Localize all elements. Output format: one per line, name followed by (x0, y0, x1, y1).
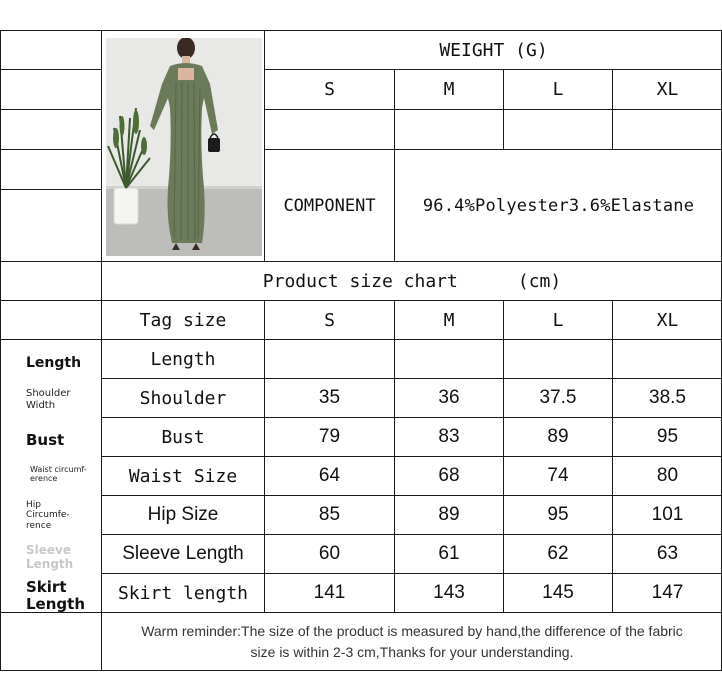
side-label-skirt-line2: Length (26, 595, 85, 614)
row-label-hip: Hip Size (147, 504, 219, 525)
side-label-shoulder-line1: Shoulder (26, 388, 71, 399)
size-header-s: S (324, 309, 335, 331)
warm-reminder-line2: size is within 2-3 cm,Thanks for your understanding. (250, 643, 574, 660)
side-label-bust: Bust (26, 431, 65, 449)
side-label-waist-line2: erence (30, 474, 58, 484)
row-label-bust: Bust (161, 426, 205, 448)
component-label: COMPONENT (283, 195, 376, 216)
cell-sleeve-xl: 63 (656, 543, 679, 564)
cell-shoulder-xl: 38.5 (649, 387, 686, 408)
row-divider (0, 109, 102, 110)
side-label-hip-line1: Hip (26, 500, 41, 510)
weight-size-s: S (324, 79, 335, 100)
cell-waist-l: 74 (547, 465, 569, 486)
product-photo (106, 38, 262, 256)
side-label-length: Length (26, 355, 82, 371)
side-label-sleeve-line1: Sleeve (26, 543, 71, 557)
dress-illustration (106, 38, 262, 256)
component-value: 96.4%Polyester3.6%Elastane (422, 195, 695, 216)
row-label-length: Length (150, 348, 216, 370)
side-label-hip (26, 500, 70, 531)
side-label-sleeve (26, 544, 73, 572)
cell-shoulder-m: 36 (438, 387, 460, 408)
side-label-shoulder-line2: Width (26, 399, 56, 411)
size-header-m: M (443, 309, 455, 331)
cell-bust-l: 89 (547, 426, 569, 447)
side-label-waist-line1: Waist circumf- (30, 465, 87, 474)
cell-waist-s: 64 (318, 465, 341, 486)
cell-sleeve-m: 61 (438, 543, 460, 564)
cell-sleeve-s: 60 (318, 543, 341, 564)
cell-bust-m: 83 (438, 426, 460, 447)
side-label-skirt-line1: Skirt (26, 578, 67, 596)
side-label-skirt (26, 579, 85, 614)
side-label-waist (30, 465, 87, 483)
warm-reminder-line1: Warm reminder:The size of the product is measured by hand,the difference of the fabric (141, 622, 683, 639)
side-label-hip-line2: Circumfe- (26, 510, 70, 521)
row-label-skirt: Skirt length (117, 582, 249, 604)
row-label-shoulder: Shoulder (139, 387, 227, 409)
cell-shoulder-s: 35 (318, 387, 341, 408)
row-divider (0, 189, 102, 190)
weight-size-m: M (443, 79, 455, 100)
size-chart-title-text: Product size chart (262, 270, 458, 292)
size-chart-unit: (cm) (517, 270, 562, 292)
cell-hip-m: 89 (438, 504, 460, 525)
cell-bust-s: 79 (318, 426, 341, 447)
cell-hip-l: 95 (547, 504, 569, 525)
row-label-sleeve: Sleeve Length (122, 543, 244, 564)
cell-skirt-xl: 147 (651, 582, 684, 603)
row-divider (264, 109, 722, 110)
size-header-xl: XL (656, 309, 679, 331)
cell-skirt-m: 143 (433, 582, 465, 603)
cell-hip-s: 85 (318, 504, 341, 525)
cell-waist-xl: 80 (656, 465, 679, 486)
cell-skirt-l: 145 (542, 582, 574, 603)
row-divider (0, 149, 102, 150)
tag-size-header: Tag size (139, 309, 227, 331)
row-divider (0, 670, 722, 671)
warm-reminder (102, 613, 722, 670)
weight-heading: WEIGHT (G) (439, 39, 548, 61)
cell-sleeve-l: 62 (547, 543, 569, 564)
size-header-l: L (552, 309, 564, 331)
side-label-sleeve-line2: Length (26, 556, 74, 571)
row-divider (0, 69, 102, 70)
cell-skirt-s: 141 (313, 582, 346, 603)
row-label-waist: Waist Size (128, 465, 238, 487)
weight-size-xl: XL (656, 79, 679, 100)
side-label-shoulder (26, 388, 71, 411)
cell-hip-xl: 101 (651, 504, 684, 525)
cell-bust-xl: 95 (656, 426, 679, 447)
side-label-hip-line3: rence (26, 520, 52, 531)
cell-shoulder-l: 37.5 (539, 387, 577, 408)
cell-waist-m: 68 (438, 465, 460, 486)
size-chart-title (102, 262, 722, 300)
weight-size-l: L (552, 79, 564, 100)
